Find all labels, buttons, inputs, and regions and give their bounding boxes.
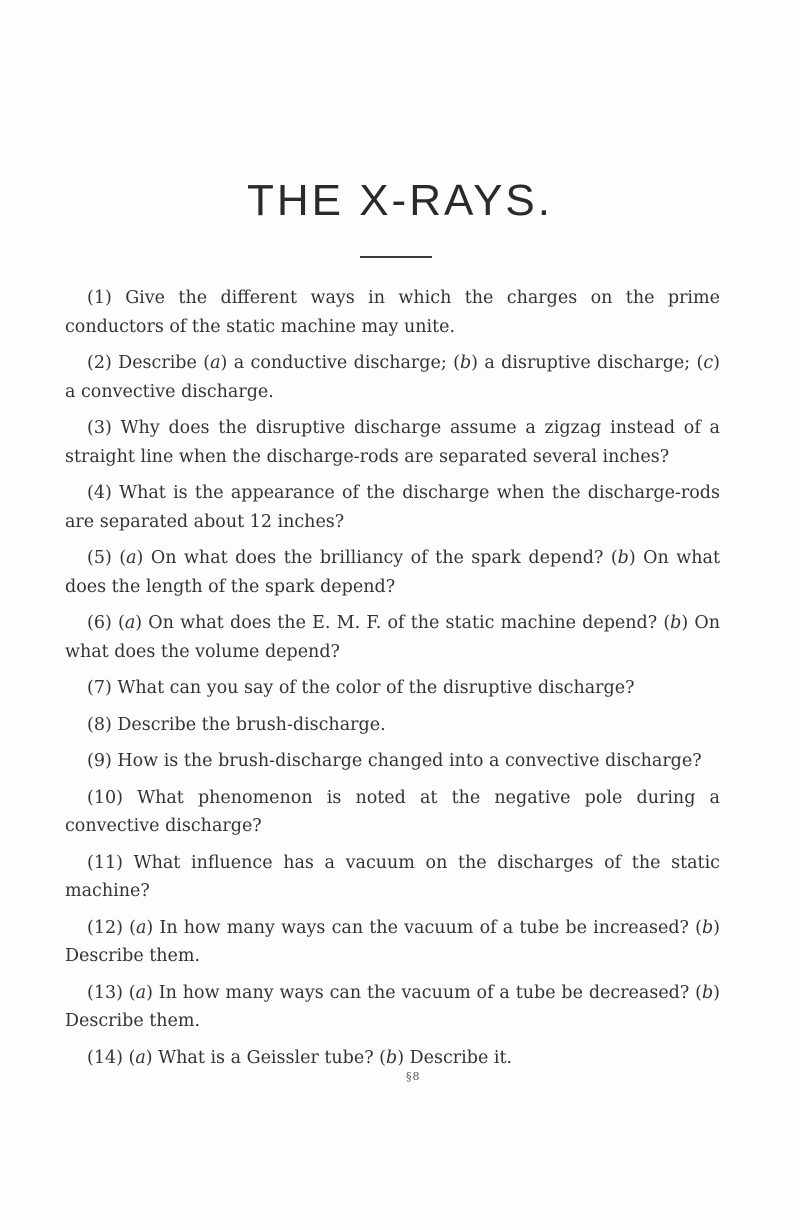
question-part-letter: b (701, 982, 714, 1003)
question-number: (5) (87, 548, 112, 568)
question-item (65, 674, 720, 703)
question-list (65, 284, 720, 1080)
question-item (65, 1044, 720, 1073)
question-number: (4) (87, 483, 112, 503)
question-number: (6) (87, 613, 112, 633)
question-item (65, 544, 720, 601)
question-item (65, 849, 720, 906)
question-text: ) Describe them. (65, 982, 720, 1031)
question-item (65, 349, 720, 406)
question-item (65, 609, 720, 666)
question-text: Describe the brush-discharge. (117, 714, 386, 735)
signature-mark: §8 (406, 1070, 421, 1083)
question-text: ) In how many ways can the vacuum of a tube be increased? ( (146, 917, 702, 938)
question-text: ) a convective discharge. (65, 353, 720, 402)
question-text: ) On what does the length of the spark depend? (65, 548, 720, 597)
question-text: ) What is a Geissler tube? ( (145, 1047, 387, 1068)
question-item (65, 479, 720, 536)
question-part-letter: a (124, 613, 136, 633)
question-text: ) On what does the E. M. F. of the static machine depend? ( (135, 613, 671, 633)
question-part-letter: c (703, 353, 714, 373)
question-item (65, 784, 720, 841)
question-text: ) In how many ways can the vacuum of a tube be decreased? ( (146, 982, 702, 1003)
question-text: Give the different ways in which the charges on the prime conductors of the static machine may unite. (65, 288, 720, 337)
question-number: (7) (87, 678, 112, 698)
question-part-letter: b (386, 1047, 398, 1068)
question-part-letter: a (135, 982, 147, 1003)
question-text: What influence has a vacuum on the discharges of the static machine? (65, 852, 720, 901)
question-part-letter: b (701, 917, 714, 938)
question-text: How is the brush-discharge changed into a convective discharge? (117, 751, 702, 771)
question-text: What can you say of the color of the disruptive discharge? (117, 678, 635, 698)
question-item (65, 979, 720, 1036)
question-text: ) Describe it. (397, 1047, 513, 1068)
question-number: (1) (87, 288, 112, 308)
question-text: ) On what does the volume depend? (65, 613, 720, 662)
question-text: ) a conductive discharge; ( (220, 353, 460, 373)
question-number: (14) (87, 1047, 123, 1068)
question-text: ) On what does the brilliancy of the spark depend? ( (136, 548, 618, 568)
question-number: (3) (87, 418, 112, 438)
question-number: (8) (87, 714, 112, 735)
question-part-letter: a (210, 353, 221, 373)
question-number: (11) (87, 852, 123, 873)
question-text: What phenomenon is noted at the negative pole during a convective discharge? (65, 787, 720, 836)
question-part-letter: a (135, 1047, 146, 1068)
question-text: ( (119, 548, 127, 568)
question-text: What is the appearance of the discharge when the discharge-rods are separated about 12 inches? (65, 483, 720, 532)
question-number: (13) (87, 982, 123, 1003)
question-number: (12) (87, 917, 123, 938)
question-text: ) Describe them. (65, 917, 720, 966)
question-text: ) a disruptive discharge; ( (471, 353, 704, 373)
question-part-letter: a (135, 917, 147, 938)
question-item (65, 284, 720, 341)
question-number: (9) (87, 751, 112, 771)
question-text: ( (118, 613, 125, 633)
question-text: ( (128, 982, 136, 1003)
question-item (65, 747, 720, 776)
question-part-letter: b (617, 548, 629, 568)
question-text: ( (129, 917, 136, 938)
question-part-letter: b (459, 353, 472, 373)
question-part-letter: a (126, 548, 137, 568)
title-rule (360, 256, 432, 258)
question-number: (2) (87, 353, 112, 373)
question-number: (10) (87, 787, 123, 808)
question-item (65, 414, 720, 471)
question-item (65, 914, 720, 971)
question-text: ( (128, 1047, 136, 1068)
question-text: Why does the disruptive discharge assume a zigzag instead of a straight line when the discharge-rods are separated several inches? (65, 418, 720, 467)
question-part-letter: b (670, 613, 682, 633)
question-text: Describe ( (118, 353, 211, 373)
page-title: THE X-RAYS. (246, 176, 553, 225)
question-item (65, 711, 720, 740)
